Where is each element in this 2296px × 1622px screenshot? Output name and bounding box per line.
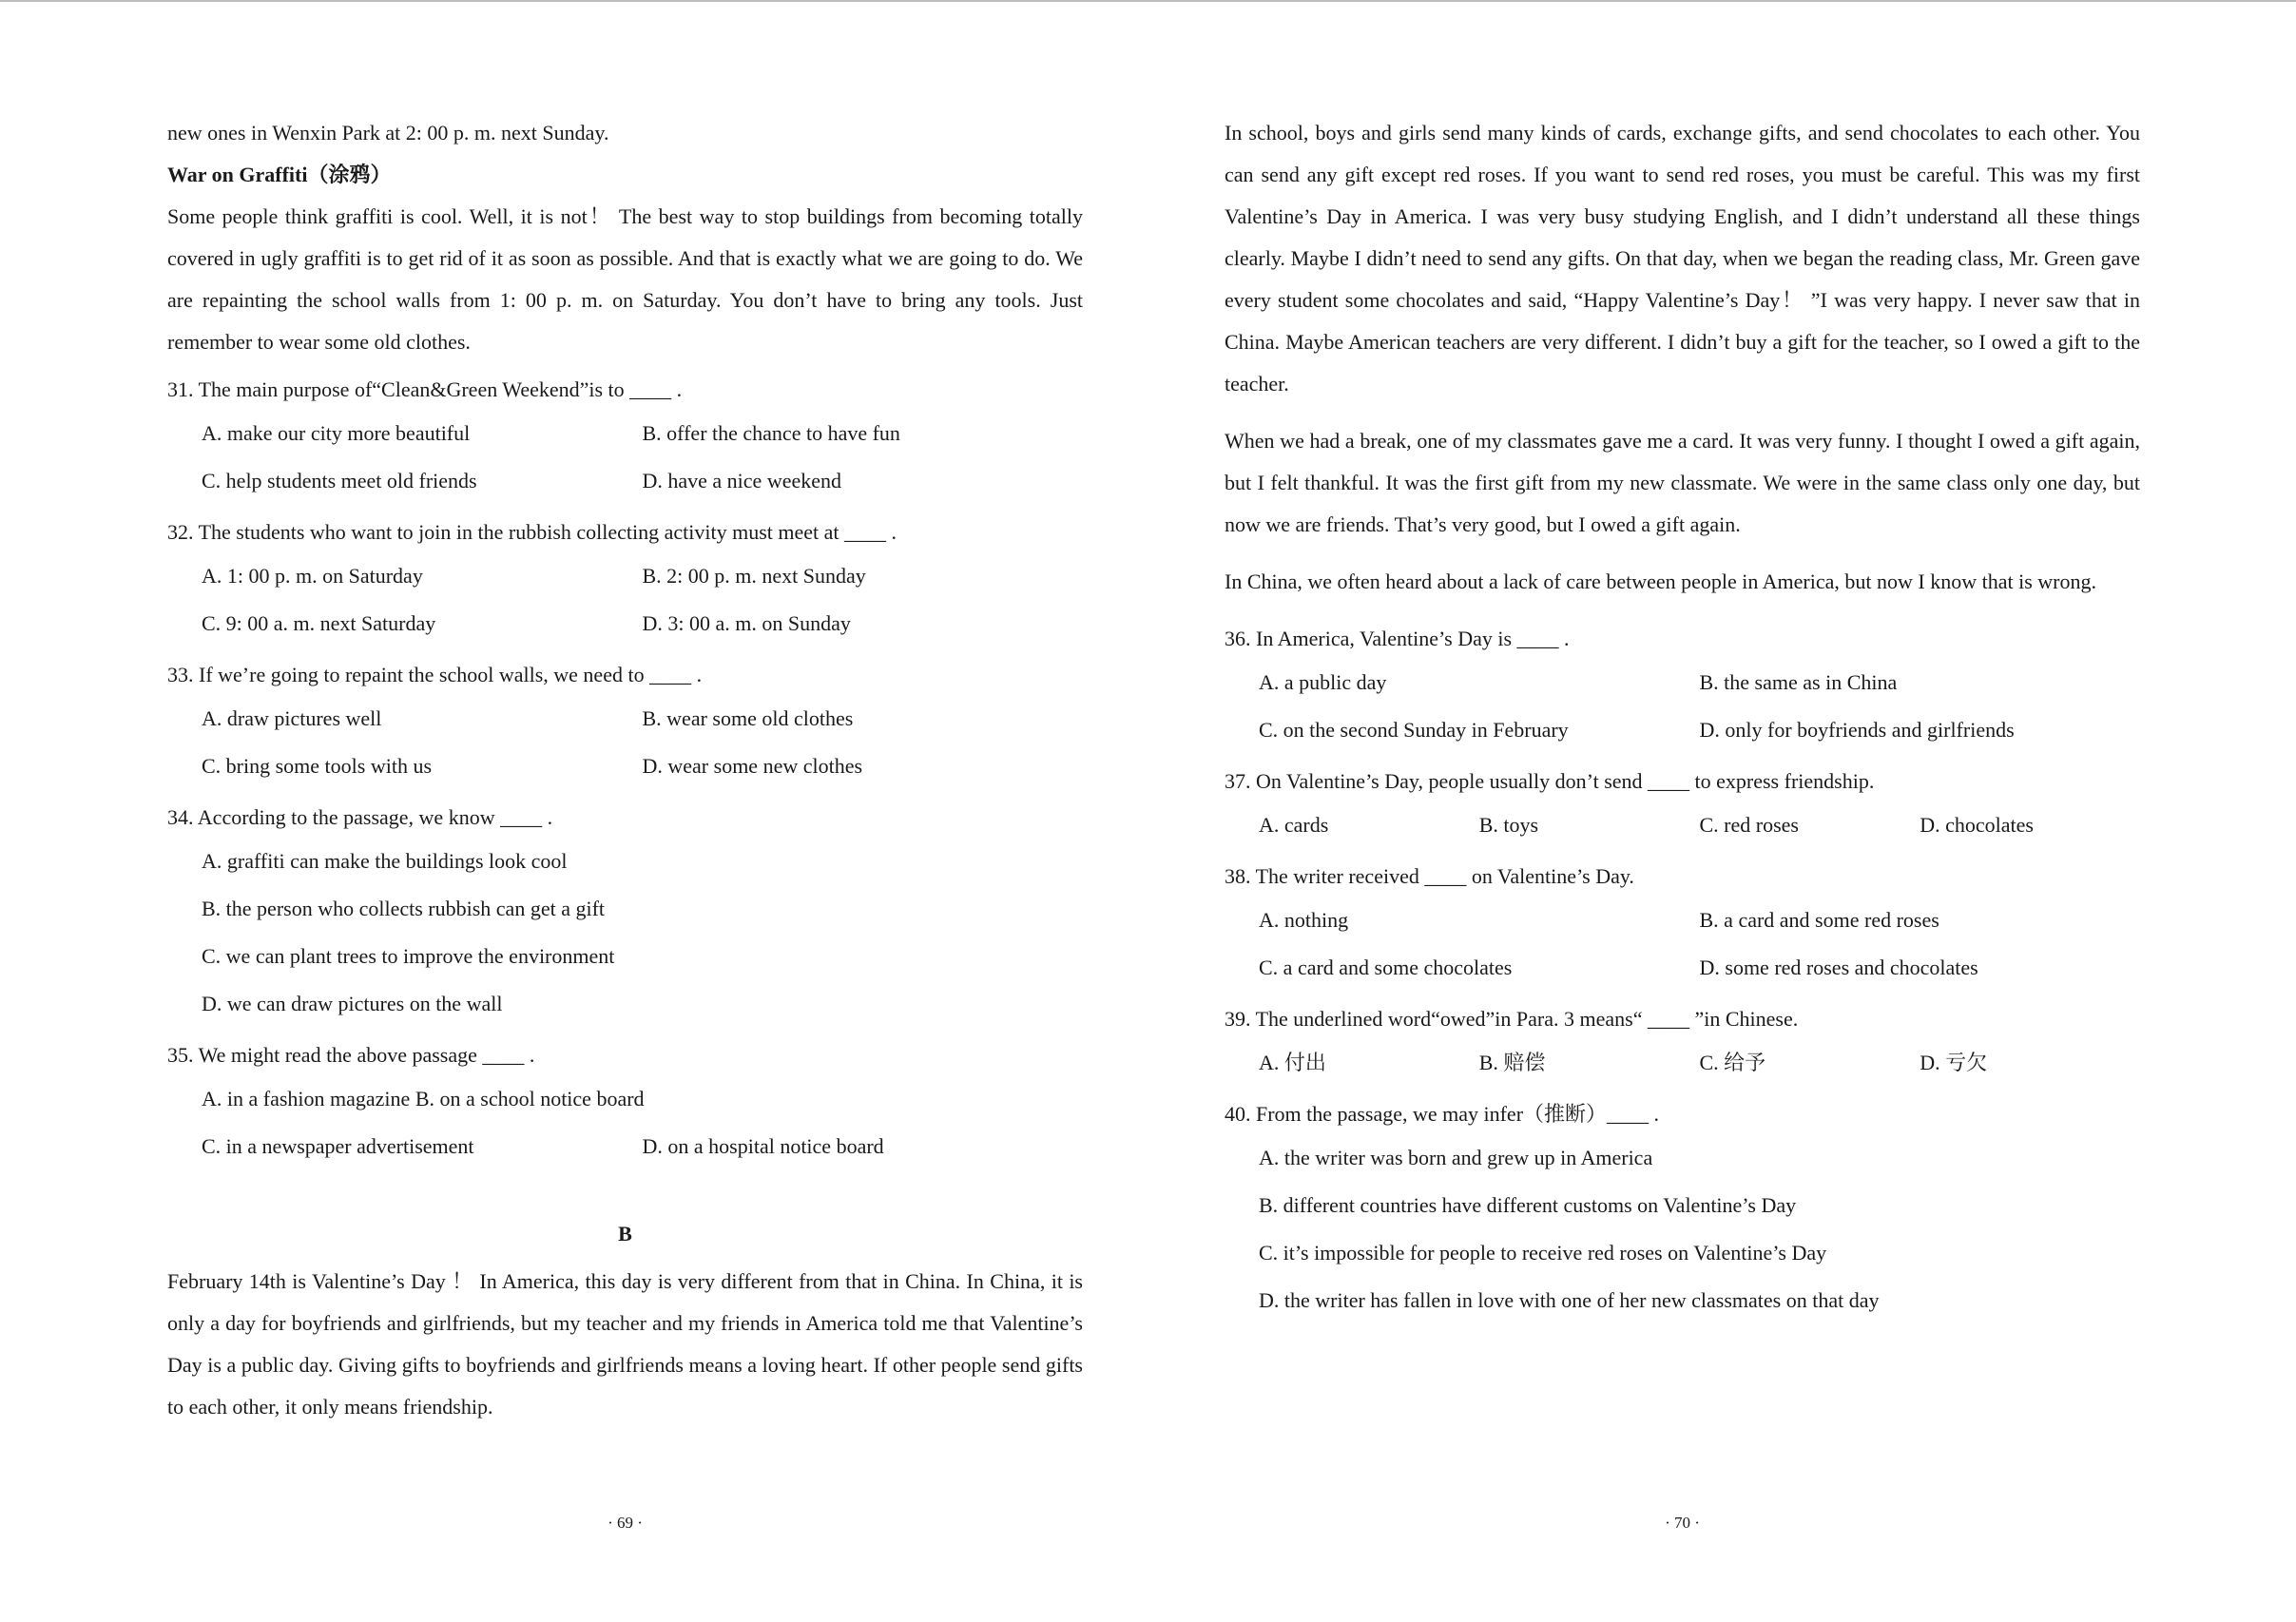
option-list: [167, 411, 1083, 506]
option-c: C. 给予: [1699, 1051, 1766, 1074]
question-stem: 40. From the passage, we may infer（推断）____ .: [1225, 1102, 1660, 1126]
question-stem: 32. The students who want to join in the rubbish collecting activity must meet at ____ .: [167, 520, 897, 544]
left-page: [167, 112, 1083, 1428]
page-number-right: · 70 ·: [1665, 1514, 1700, 1532]
option-a-b: A. in a fashion magazine B. on a school notice board: [202, 1087, 645, 1110]
option-d: D. we can draw pictures on the wall: [202, 992, 503, 1015]
question-stem: 35. We might read the above passage ____ .: [167, 1043, 535, 1067]
option-d: D. on a hospital notice board: [642, 1134, 884, 1158]
question-40: [1225, 1093, 2140, 1325]
question-39: [1225, 998, 2140, 1088]
option-b: B. wear some old clothes: [642, 706, 854, 730]
question-stem: 34. According to the passage, we know ____ .: [167, 805, 553, 829]
option-a: A. a public day: [1259, 670, 1387, 694]
option-a: A. cards: [1259, 813, 1329, 837]
option-a: A. draw pictures well: [202, 706, 382, 730]
option-d: D. the writer has fallen in love with one of her new classmates on that day: [1259, 1288, 1880, 1312]
option-d: D. 亏欠: [1920, 1051, 1988, 1074]
graffiti-text: Some people think graffiti is cool. Well, it is not！ The best way to stop buildings from becoming totally covered in ugly graffiti is to get rid of it as soon as possible. And that is exactly what we are going to do. We are repainting the school walls from 1: 00 p. m. on Saturday. You don’t have to bring any tools. Just remember to wear some old clothes.: [167, 204, 1083, 354]
option-list: [167, 839, 1083, 1029]
option-a: A. nothing: [1259, 908, 1349, 932]
question-stem: 37. On Valentine’s Day, people usually don’t send ____ to express friendship.: [1225, 769, 1875, 793]
option-list: [1225, 898, 2140, 993]
passage-a-tail: new ones in Wenxin Park at 2: 00 p. m. next Sunday.: [167, 121, 609, 145]
option-b: B. 2: 00 p. m. next Sunday: [642, 564, 866, 588]
option-c: C. 9: 00 a. m. next Saturday: [202, 611, 436, 635]
question-36: [1225, 618, 2140, 755]
option-d: D. some red roses and chocolates: [1699, 956, 1978, 979]
option-b: B. 赔偿: [1478, 1051, 1546, 1074]
option-b: B. the same as in China: [1699, 670, 1898, 694]
question-stem: 33. If we’re going to repaint the school walls, we need to ____ .: [167, 663, 703, 686]
right-page: [1225, 112, 2140, 1325]
option-c: C. help students meet old friends: [202, 469, 477, 492]
question-31: [167, 369, 1083, 506]
option-a: A. 付出: [1259, 1051, 1326, 1074]
passage-b-paragraph-2: When we had a break, one of my classmates gave me a card. It was very funny. I thought I owed a gift again, but I felt thankful. It was the first gift from my new classmate. We were in the same class only one day, but now we are friends. That’s very good, but I owed a gift again.: [1225, 429, 2140, 536]
option-b: B. a card and some red roses: [1699, 908, 1939, 932]
option-a: A. 1: 00 p. m. on Saturday: [202, 564, 423, 588]
question-stem: 36. In America, Valentine’s Day is ____ .: [1225, 627, 1570, 650]
option-list: [167, 553, 1083, 648]
page-number-left: · 69 ·: [608, 1514, 643, 1532]
option-b: B. the person who collects rubbish can get a gift: [202, 897, 606, 920]
question-32: [167, 512, 1083, 648]
question-38: [1225, 856, 2140, 993]
option-d: D. chocolates: [1920, 813, 2034, 837]
option-c: C. in a newspaper advertisement: [202, 1134, 474, 1158]
option-d: D. 3: 00 a. m. on Sunday: [642, 611, 851, 635]
top-border: [0, 0, 2296, 2]
option-list: [167, 696, 1083, 791]
option-c: C. a card and some chocolates: [1259, 956, 1513, 979]
option-c: C. on the second Sunday in February: [1259, 718, 1569, 742]
option-c: C. red roses: [1699, 813, 1799, 837]
option-list: [1225, 802, 2140, 850]
option-a: A. graffiti can make the buildings look cool: [202, 849, 568, 873]
option-b: B. toys: [1478, 813, 1539, 837]
passage-b-paragraph-1: In school, boys and girls send many kinds of cards, exchange gifts, and send chocolates to each other. You can send any gift except red roses. If you want to send red roses, you must be careful. This was my first Valentine’s Day in America. I was very busy studying English, and I didn’t understand all these things clearly. Maybe I didn’t need to send any gifts. On that day, when we began the reading class, Mr. Green gave every student some chocolates and said, “Happy Valentine’s Day！ ”I was very happy. I never saw that in China. Maybe American teachers are very different. I didn’t buy a gift for the teacher, so I owed a gift to the teacher.: [1225, 121, 2140, 396]
option-list: [167, 1076, 1083, 1171]
option-c: C. it’s impossible for people to receive red roses on Valentine’s Day: [1259, 1241, 1827, 1265]
option-a: A. the writer was born and grew up in America: [1259, 1146, 1653, 1169]
section-b-title: B: [618, 1222, 632, 1245]
option-a: A. make our city more beautiful: [202, 421, 471, 445]
option-b: B. different countries have different customs on Valentine’s Day: [1259, 1193, 1797, 1217]
question-33: [167, 654, 1083, 791]
passage-b-paragraph-3: In China, we often heard about a lack of care between people in America, but now I know that is wrong.: [1225, 570, 2096, 593]
option-d: D. wear some new clothes: [642, 754, 863, 778]
graffiti-heading: War on Graffiti（涂鸦）: [167, 163, 392, 186]
question-stem: 39. The underlined word“owed”in Para. 3 means“ ____ ”in Chinese.: [1225, 1007, 1799, 1031]
option-list: [1225, 1040, 2140, 1088]
question-37: [1225, 761, 2140, 850]
option-d: D. only for boyfriends and girlfriends: [1699, 718, 2015, 742]
option-c: C. bring some tools with us: [202, 754, 433, 778]
option-d: D. have a nice weekend: [642, 469, 842, 492]
question-stem: 38. The writer received ____ on Valentine’s Day.: [1225, 864, 1634, 888]
section-b-text: February 14th is Valentine’s Day ！ In America, this day is very different from that in China. In China, it is only a day for boyfriends and girlfriends, but my teacher and my friends in America told me that Valentine’s Day is a public day. Giving gifts to boyfriends and girlfriends means a loving heart. If other people send gifts to each other, it only means friendship.: [167, 1269, 1083, 1419]
option-b: B. offer the chance to have fun: [642, 421, 900, 445]
option-list: [1225, 1135, 2140, 1325]
option-list: [1225, 660, 2140, 755]
question-35: [167, 1034, 1083, 1171]
option-c: C. we can plant trees to improve the environment: [202, 944, 615, 968]
question-stem: 31. The main purpose of“Clean&Green Weekend”is to ____ .: [167, 377, 683, 401]
question-34: [167, 797, 1083, 1029]
